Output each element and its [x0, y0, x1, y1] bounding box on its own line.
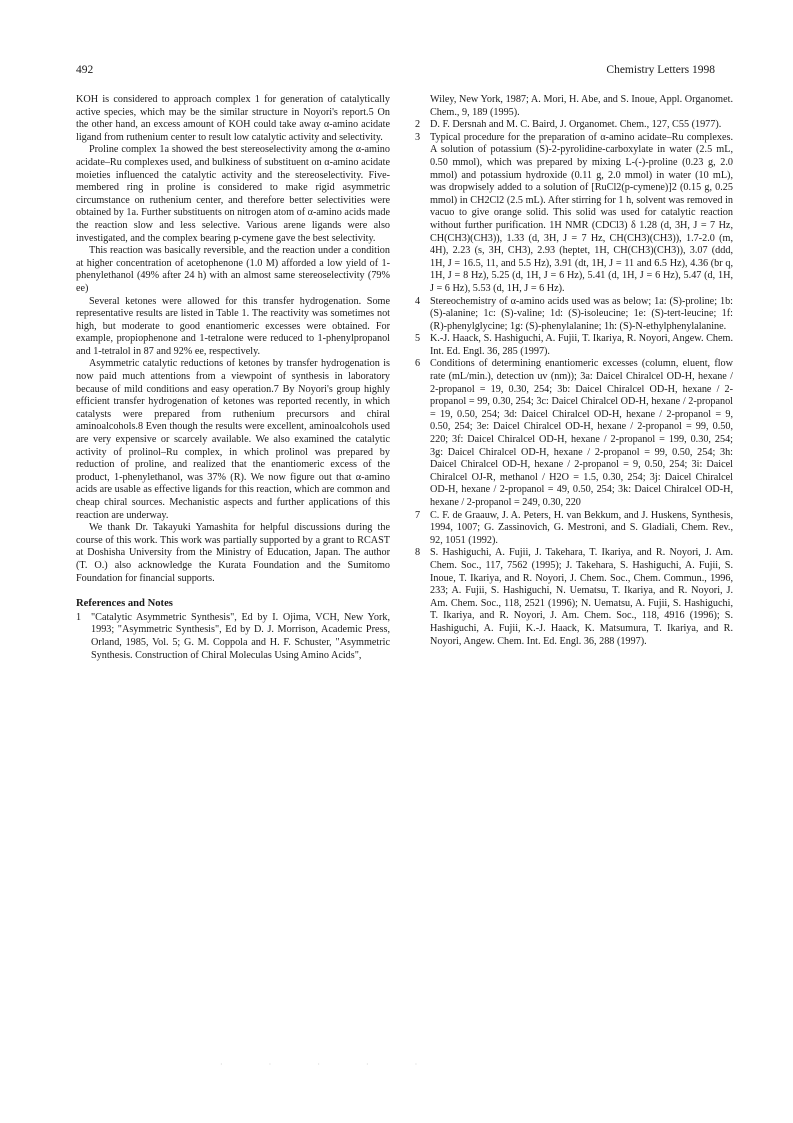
paragraph: KOH is considered to approach complex 1 for generation of catalytically active species, which may be the similar structure in Noyori's report.5 On the other hand, an excess amount of KOH could take away α-amino acidate ligand from ruthenium center to result low catalytic activity and selectivity. [76, 94, 390, 143]
reference-number: 7 [415, 509, 421, 521]
reference-text: S. Hashiguchi, A. Fujii, J. Takehara, T. Ikariya, and R. Noyori, J. Am. Chem. Soc., 117, 7562 (1995); J. Takehara, S. Hashiguchi, A. Fujii, S. Inoue, T. Ikariya, and R. Noyori, J. Chem. Soc., Chem. Commun., 1996, 233; A. Fujii, S. Hashiguchi, N. Uematsu, T. Ikariya, and R. Noyori, J. Am. Chem. Soc., 118, 2521 (1996); N. Uematsu, A. Fujii, S. Hashiguchi, T. Ikariya, and R. Noyori, J. Am. Chem. Soc., 118, 4916 (1996); S. Hashiguchi, A. Fujii, K.-J. Haack, K. Matsumura, T. Ikariya, and R. Noyori, Angew. Chem. Int. Ed. Engl. 36, 288 (1997). [430, 547, 733, 647]
reference-text: Typical procedure for the preparation of α-amino acidate–Ru complexes. A solution of potassium (S)-2-pyrolidine-carboxylate in water (2.5 mL, 0.50 mmol), which was prepared by mixing L-(-)-proline (0.23 g, 2.0 mmol) and potassium hydroxide (0.11 g, 2.0 mmol) in water (10 mL), was dropwisely added to a solution of [RuCl2(p-cymene)]2 (0.15 g, 0.25 mmol) in CH2Cl2 (2.5 mL). After stirring for 1 h, solvent was removed in vacuo to give orange solid. This solid was used for catalytic reaction without further purification. 1H NMR (CDCl3) δ 1.28 (d, 3H, J = 7 Hz, CH(CH3)(CH3)), 1.33 (d, 3H, J = 7 Hz, CH(CH3)(CH3)), 1.7-2.0 (m, 4H), 2.23 (s, 3H, CH3), 2.93 (heptet, 1H, CH(CH3)(CH3)), 3.07 (ddd, 1H, J = 16.5, 11, and 5.5 Hz), 3.91 (dt, 1H, J = 11 and 6.5 Hz), 4.36 (br q, 1H, J = 8 Hz), 5.25 (d, 1H, J = 6 Hz), 5.41 (d, 1H, J = 6 Hz), 5.47 (d, 1H, J = 6 Hz), 5.53 (d, 1H, J = 6 Hz). [430, 131, 733, 294]
paragraph: Several ketones were allowed for this transfer hydrogenation. Some representative results are listed in Table 1. The reactivity was sometimes not high, but moderate to good enantiomeric excesses were obtained. For example, propiophenone and 1-tetralone were reduced to 1-phenylpropanol and 1-tetralol in 87 and 92% ee, respectively. [76, 295, 390, 357]
reference-number: 2 [415, 119, 421, 131]
reference-text: C. F. de Graauw, J. A. Peters, H. van Bekkum, and J. Huskens, Synthesis, 1994, 1007; G. Zassinovich, G. Mestroni, and S. Gladiali, Chem. Rev., 92, 1051 (1992). [430, 509, 733, 546]
reference-item [415, 132, 733, 296]
reference-number: 5 [415, 333, 421, 345]
reference-number: 4 [415, 295, 421, 307]
reference-number: 6 [415, 358, 421, 370]
acknowledgement-paragraph: We thank Dr. Takayuki Yamashita for helpful discussions during the course of this work. This work was partially supported by a grant to RCAST at Doshisha University from the Ministry of Education, Japan. The author (T. O.) also acknowledge the Kurata Foundation and the Sumitomo Foundation for financial supports. [76, 522, 390, 584]
reference-item [76, 612, 390, 662]
reference-number: 3 [415, 131, 421, 143]
reference-text: K.-J. Haack, S. Hashiguchi, A. Fujii, T. Ikariya, R. Noyori, Angew. Chem. Int. Ed. Engl. 36, 285 (1997). [430, 333, 733, 357]
right-column [415, 94, 733, 648]
reference-continuation: Wiley, New York, 1987; A. Mori, H. Abe, and S. Inoue, Appl. Organomet. Chem., 9, 189 (1995). [430, 94, 733, 118]
reference-text: "Catalytic Asymmetric Synthesis", Ed by I. Ojima, VCH, New York, 1993; "Asymmetric Synthesis", Ed by D. J. Morrison, Academic Press, Orland, 1985, Vol. 5; G. M. Coppola and H. F. Schuster, "Asymmetric Synthesis. Construction of Chiral Moleculas Using Amino Acids", [91, 611, 390, 661]
reference-text: D. F. Dersnah and M. C. Baird, J. Organomet. Chem., 127, C55 (1977). [430, 119, 722, 131]
reference-item [415, 119, 733, 132]
reference-text: Conditions of determining enantiomeric excesses (column, eluent, flow rate (mL/min.), detection uv (nm)); 3a: Daicel Chiralcel OD-H, hexane / 2-propanol = 19, 0.30, 254; 3b: Daicel Chiralcel OD-H, hexane / 2-propanol = 99, 0.30, 254; 3c: Daicel Chiralcel OD-H, hexane / 2-propanol = 19, 0.50, 254; 3d: Daicel Chiralcel OD-H, hexane / 2-propanol = 9, 0.50, 254; 3e: Daicel Chiralcel OD-H, hexane / 2-propanol = 99, 0.50, 220; 3f: Daicel Chiralcel OD-H, hexane / 2-propanol = 199, 0.30, 254; 3g: Daicel Chiralcel OD-H, hexane / 2-propanol = 99, 0.50, 254; 3h: Daicel Chiralcel OD-H, hexane / 2-propanol = 9, 0.50, 254; 3i: Daicel Chiralcel OJ-R, methanol / H2O = 1.5, 0.30, 254; 3j: Daicel Chiralcel OD-H, hexane / 2-propanol = 49, 0.50, 254; 3k: Daicel Chiralcel OD-H, hexane / 2-propanol = 249, 0.30, 220 [430, 358, 733, 508]
reference-item [415, 510, 733, 548]
journal-running-head: Chemistry Letters 1998 [606, 64, 715, 76]
reference-item [415, 333, 733, 358]
references-heading: References and Notes [76, 598, 173, 610]
reference-number: 1 [76, 611, 82, 623]
page-number: 492 [76, 64, 94, 76]
paragraph: This reaction was basically reversible, and the reaction under a condition at higher concentration of acetophenone (1.0 M) afforded a low yield of 1-phenylethanol (49% after 24 h) with an almost same stereoselectivity (79% ee) [76, 245, 390, 294]
left-column [76, 94, 390, 662]
reference-item [415, 547, 733, 648]
paragraph: Proline complex 1a showed the best stereoselectivity among the α-amino acidate–Ru complexes used, and bulkiness of substituent on α-amino acidate moieties influenced the catalytic activity and the stereoselectivity. Five-membered ring in proline is considered to make rigid asymmetric circumstance on ruthenium center, and therefore better selectivities were obtained by 1a. Further substituents on nitrogen atom of α-amino acids made the reaction slow and less selective. Various arene ligands were also investigated, and the complex bearing p-cymene gave the best selectivity. [76, 144, 390, 244]
reference-number: 8 [415, 547, 421, 559]
reference-item [415, 358, 733, 509]
reference-item [415, 296, 733, 334]
scan-artifact-marks: · · · · · [220, 1060, 440, 1069]
reference-text: Stereochemistry of α-amino acids used was as below; 1a: (S)-proline; 1b: (S)-alanine; 1c: (S)-valine; 1d: (S)-isoleucine; 1e: (S)-tert-leucine; 1f: (R)-phenylglycine; 1g: (S)-phenylalanine; 1h: (S)-N-ethylphenylalanine. [430, 295, 733, 332]
paragraph: Asymmetric catalytic reductions of ketones by transfer hydrogenation is now paid much attentions from a viewpoint of synthesis in laboratory because of mild conditions and easy operation.7 By Noyori's group highly efficient transfer hydrogenation of ketones was reported recently, in which catalysts were prepared from ruthenium precursors and chiral aminoalcohols.8 Even though the results were excellent, aminoalcohols used are very expensive or scarcely available. We also examined the catalytic activity of prolinol–Ru complex, in which prolinol was prepared by reduction of proline, and realized that the enantiomeric excess of the product, 1-phenylethanol, was 37% (R). We now figure out that α-amino acids are usable as effective ligands for this reaction, which are common and cheap chiral sources. Mechanistic aspects and further applications of this reaction are underway. [76, 358, 390, 521]
